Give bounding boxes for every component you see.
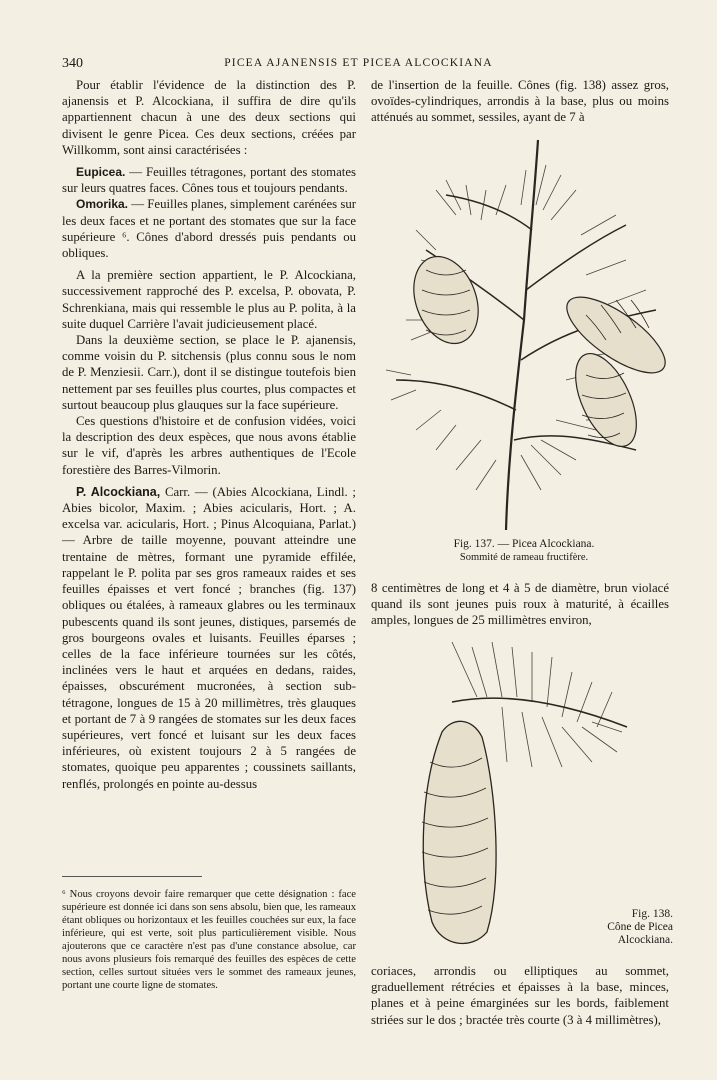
- intro-paragraph: Pour établir l'évidence de la distinction des P. ajanensis et P. Alcockiana, il suffira de dire qu'ils appartiennent chacun à une des deux sections qui divisent le genre Picea. Ces deux sections, créées par Willkomm, sont ainsi caractérisées :: [62, 78, 356, 157]
- figure-137-caption: [376, 538, 672, 564]
- species-description: [62, 484, 356, 792]
- species-name: P. Alcockiana,: [76, 484, 161, 499]
- paragraph-cone-intro: de l'insertion de la feuille. Cônes (fig. 138) assez gros, ovoïdes-cylindriques, arrondis à la base, plus ou moins atténués au sommet, sessiles, ayant de 7 à: [371, 78, 669, 125]
- running-title: PICEA AJANENSIS ET PICEA ALCOCKIANA: [224, 57, 493, 69]
- eupicea-name: Eupicea.: [76, 165, 126, 180]
- species-text: Carr. — (Abies Alcockiana, Lindl. ; Abies bicolor, Maxim. ; Abies acicularis, Hort. ; A. excelsa var. acicularis, Hort. ; Pinus Alcoquiana, Parlat.) — Arbre de taille moyenne, pouvant atteindre une trentaine de mètres, formant une pyramide effilée, rappelant le P. polita par ses gros rameaux raides et ses feuilles épaisses et vert foncé ; branches (fig. 137) obliques ou étalées, à rameaux glabres ou les terminaux pubescents quand ils sont jeunes, distiques, parsemés de gros bourgeons ovales et luisants. Feuilles éparses ; celles de la face inférieure tournées sur les côtés, inclinées vers le haut et arquées en dedans, raides, épaisses, obscurément mucronées, à section sub-tétragone, longues de 15 à 20 millimètres, très glauques et portant de 7 à 9 rangées de stomates sur les deux faces supérieures, vert foncé et luisant sur les deux faces inférieures, où existent toujours 2 à 5 rangées de stomates, quoique peu apparentes ; coussinets saillants, renflés, prolongés en pointe au-dessus: [62, 484, 356, 791]
- figure-137-sublabel: Sommité de rameau fructifère.: [459, 552, 589, 563]
- right-column-bottom: [371, 963, 669, 1034]
- eupicea-text: — Feuilles tétragones, portant des stomates sur leurs quatres faces. Cônes tous et toujours pendants.: [62, 165, 356, 196]
- right-column-middle: [371, 580, 669, 635]
- page-number: 340: [62, 56, 83, 71]
- branch-illustration: [376, 130, 686, 538]
- figure-137-label: Fig. 137. — Picea Alcockiana.: [453, 538, 595, 550]
- paragraph-second-section: Dans la deuxième section, se place le P. ajanensis, comme voisin du P. sitchensis (plus connu sous le nom de P. Menziesii. Carr.), dont il se distingue toutefois bien nettement par ses feuilles plus courtes, plus compactes et surtout beaucoup plus glauques sur la face supérieure.: [62, 333, 356, 412]
- figure-138-caption: [545, 908, 673, 947]
- cone-icon: [422, 721, 496, 943]
- omorika-name: Omorika.: [76, 197, 129, 212]
- figure-138-line3: Alcockiana.: [617, 934, 673, 946]
- paragraph-cone-size: 8 centimètres de long et 4 à 5 de diamètre, brun violacé quand ils sont jeunes puis roux à maturité, à écailles amples, longues de 25 millimètres environ,: [371, 581, 669, 628]
- section-omorika: [62, 196, 356, 261]
- cone-icon-upper: [402, 247, 489, 352]
- footnote-divider: [62, 876, 202, 877]
- left-column: [62, 77, 356, 798]
- section-eupicea: [62, 164, 356, 196]
- cone-illustration: [412, 632, 652, 950]
- paragraph-first-section: A la première section appartient, le P. Alcockiana, successivement rapproché des P. excelsa, P. obovata, P. Schrenkiana, mais qui ressemble le plus au P. polita, à la suite duquel Carrière l'avait judicieusement placé.: [62, 268, 356, 331]
- figure-138-line2: Cône de Picea: [607, 921, 673, 933]
- right-column-top: [371, 77, 669, 132]
- omorika-text: — Feuilles planes, simplement carénées sur les deux faces et ne portant des stomates que sur la face supérieure ⁶. Cônes d'abord dressés puis pendants ou obliques.: [62, 197, 356, 261]
- footnote: ⁶ Nous croyons devoir faire remarquer que cette désignation : face supérieure est donnée ici dans son sens absolu, bien que, les rameaux étant obliques ou horizontaux et les feuilles couchées sur eux, la face inférieure, qui est verte, soit plus particulièrement visible. Nous ajouterons que ce caractère n'est pas d'une constance absolue, car nous avons plusieurs fois remarqué des feuilles des espèces de cette section, celles surtout situées vers le sommet des rameaux jeunes, portant une courte ligne de stomates.: [62, 889, 356, 991]
- paragraph-description-intro: Ces questions d'histoire et de confusion vidées, voici la description des deux espèces, que nous avons établie sur le vif, d'après les arbres authentiques de l'Ecole forestière des Barres-Vilmorin.: [62, 414, 356, 477]
- paragraph-scales: coriaces, arrondis ou elliptiques au sommet, graduellement rétrécies et épaisses à la base, minces, planes et à peine émarginées sur les bords, faiblement striées sur le dos ; bractée très courte (3 à 4 millimètres),: [371, 964, 669, 1027]
- figure-138-label: Fig. 138.: [631, 908, 673, 920]
